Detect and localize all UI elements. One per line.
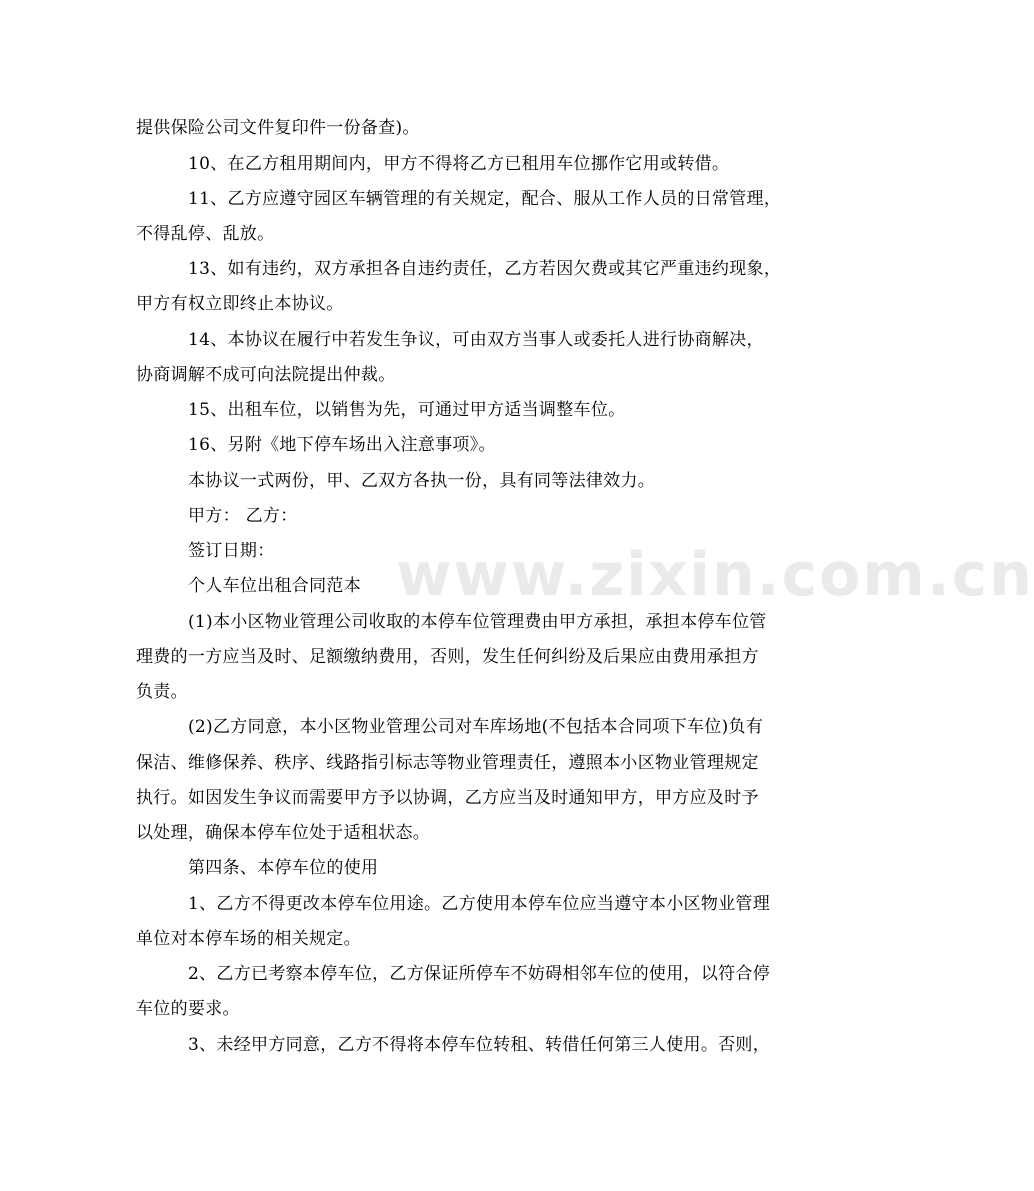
text-line: 单位对本停车场的相关规定。 [136, 929, 361, 949]
text-line: 保洁、维修保养、秩序、线路指引标志等物业管理责任，遵照本小区物业管理规定 [136, 753, 759, 773]
text-line: 车位的要求。 [136, 999, 240, 1019]
text-line: 理费的一方应当及时、足额缴纳费用，否则，发生任何纠纷及后果应由费用承担方 [136, 647, 759, 667]
text-line: 甲方有权立即终止本协议。 [136, 294, 344, 314]
signing-date: 签订日期： [188, 541, 275, 561]
text-line: 协商调解不成可向法院提出仲裁。 [136, 365, 396, 385]
usage-clause-2: 2、乙方已考察本停车位，乙方保证所停车不妨碍相邻车位的使用，以符合停 [188, 964, 771, 984]
text-line: 以处理，确保本停车位处于适租状态。 [136, 823, 431, 843]
party-signatures: 甲方： 乙方： [188, 506, 298, 526]
usage-clause-1: 1、乙方不得更改本停车位用途。乙方使用本停车位应当遵守本小区物业管理 [188, 894, 771, 914]
clause-2-paren: (2)乙方同意，本小区物业管理公司对车库场地(不包括本合同项下车位)负有 [188, 717, 764, 737]
clause-11: 11、乙方应遵守园区车辆管理的有关规定，配合、服从工作人员的日常管理， [188, 189, 782, 209]
usage-clause-3: 3、未经甲方同意，乙方不得将本停车位转租、转借任何第三人使用。否则， [188, 1035, 771, 1055]
clause-10: 10、在乙方租用期间内，甲方不得将乙方已租用车位挪作它用或转借。 [188, 154, 730, 174]
article-4-heading: 第四条、本停车位的使用 [188, 858, 379, 878]
clause-1-paren: (1)本小区物业管理公司收取的本停车位管理费由甲方承担，承担本停车位管 [188, 612, 767, 632]
text-line: 执行。如因发生争议而需要甲方予以协调，乙方应当及时通知甲方，甲方应及时予 [136, 788, 759, 808]
watermark: www.zixin.com.cn [396, 540, 1034, 610]
clause-16: 16、另附《地下停车场出入注意事项》。 [188, 435, 496, 455]
text-line: 负责。 [136, 682, 188, 702]
agreement-copies: 本协议一式两份，甲、乙双方各执一份，具有同等法律效力。 [188, 471, 656, 491]
section-title: 个人车位出租合同范本 [188, 576, 361, 596]
text-line: 不得乱停、乱放。 [136, 224, 275, 244]
text-line: 提供保险公司文件复印件一份备查)。 [136, 118, 420, 138]
clause-15: 15、出租车位，以销售为先，可通过甲方适当调整车位。 [188, 400, 626, 420]
clause-14: 14、本协议在履行中若发生争议，可由双方当事人或委托人进行协商解决， [188, 330, 764, 350]
clause-13: 13、如有违约，双方承担各自违约责任，乙方若因欠费或其它严重违约现象， [188, 259, 782, 279]
